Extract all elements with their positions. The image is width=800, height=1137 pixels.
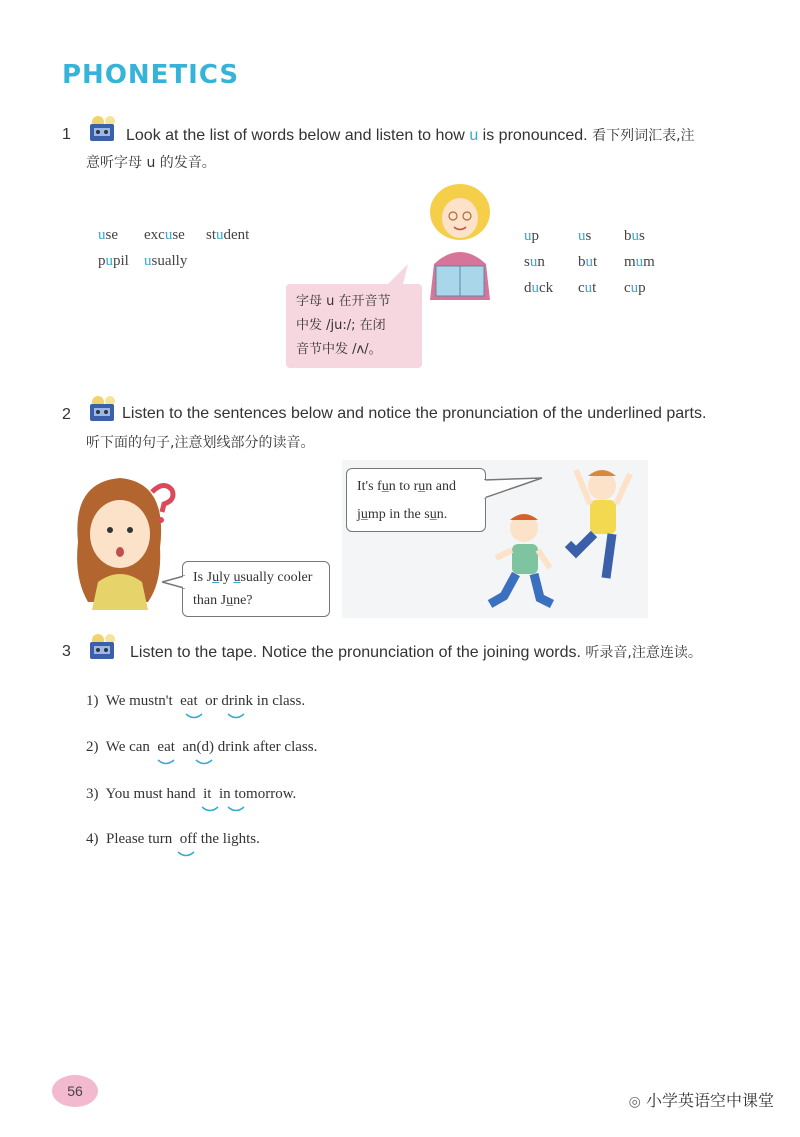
instruction-text: Look at the list of words below and listen to how: [126, 127, 470, 144]
word-up: up: [524, 228, 539, 244]
cassette-icon: [88, 634, 118, 662]
instruction-cn: 看下列词汇表,注: [592, 128, 695, 144]
jumping-boys-illustration: [478, 460, 646, 616]
cassette-icon: [88, 116, 118, 144]
page-number: 56: [52, 1075, 98, 1107]
section-3-number: 3: [62, 643, 71, 660]
word-student: student: [206, 227, 250, 243]
note-line: 中发 /ju:/; 在闭: [296, 318, 386, 333]
word-but: but: [578, 254, 598, 270]
word-excuse: excuse: [144, 227, 185, 243]
note-line: 字母 u 在开音节: [296, 294, 391, 309]
instruction-text: is pronounced.: [478, 127, 588, 144]
word-us: us: [578, 228, 592, 244]
pronunciation-note: [286, 284, 422, 368]
highlight-letter: u: [469, 127, 479, 144]
linking-arcs: [156, 758, 226, 768]
watermark: [629, 1088, 774, 1111]
word-use: use: [98, 227, 118, 243]
word-duck: duck: [524, 280, 554, 296]
section-2-instruction-cn: 听下面的句子,注意划线部分的读音。: [86, 435, 315, 451]
word-cup: cup: [624, 280, 646, 296]
section-2-number: 2: [62, 406, 71, 423]
sentence-2: 2) We can eat an(d) drink after class.: [86, 739, 318, 755]
section-2-instruction: Listen to the sentences below and notice the pronunciation of the underlined parts.: [122, 405, 707, 422]
word-pupil: pupil: [98, 253, 129, 269]
bubble-pointer: [162, 574, 186, 590]
girl-speech-bubble: Is July usually cooler than June?: [182, 561, 330, 617]
word-usually: usually: [144, 253, 188, 269]
watermark-text: 小学英语空中课堂: [645, 1091, 774, 1110]
boy-speech-bubble: It's fun to run and jump in the sun.: [346, 468, 486, 532]
word-cut: cut: [578, 280, 597, 296]
sentence-3: 3) You must hand it in tomorrow.: [86, 786, 297, 802]
linking-arcs: [184, 712, 254, 722]
sentence-1: 1) We mustn't eat or drink in class.: [86, 693, 306, 709]
instruction-cn: 听录音,注意连读。: [585, 645, 702, 661]
wechat-icon: ◎: [628, 1094, 641, 1110]
sentence-4: 4) Please turn off the lights.: [86, 831, 260, 847]
section-1-instruction-cn: 意听字母 u 的发音。: [86, 155, 216, 171]
instruction-text: Listen to the tape. Notice the pronunciation of the joining words.: [130, 644, 581, 661]
teacher-illustration: [424, 182, 496, 306]
linking-arcs: [176, 850, 206, 860]
cassette-icon: [88, 396, 118, 424]
section-1-number: 1: [62, 126, 71, 143]
word-sun: sun: [524, 254, 545, 270]
linking-arcs: [200, 805, 260, 815]
section-3-instruction: [130, 642, 702, 662]
note-pointer: [380, 264, 410, 288]
page-title: PHONETICS: [62, 60, 240, 90]
word-mum: mum: [624, 254, 655, 270]
note-line: 音节中发 /ʌ/。: [296, 342, 382, 357]
section-1-instruction: [126, 125, 695, 145]
word-bus: bus: [624, 228, 645, 244]
